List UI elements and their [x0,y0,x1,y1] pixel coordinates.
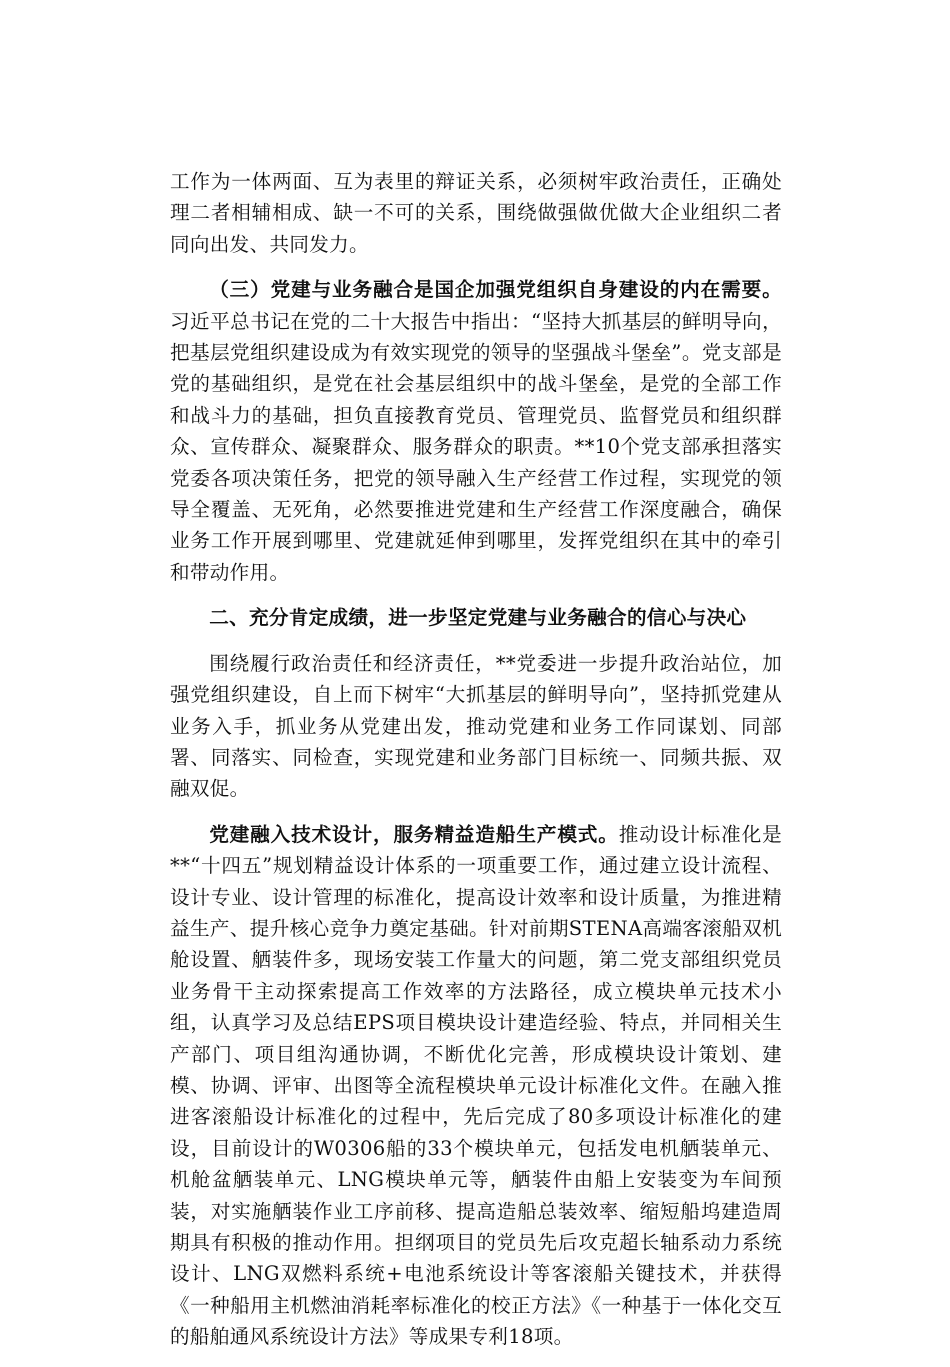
paragraph-text: 工作为一体两面、互为表里的辩证关系，必须树牢政治责任，正确处理二者相辅相成、缺一不可的关系，围绕做强做优做大企业组织二者同向出发、共同发力。 [170,170,782,256]
paragraph-text: 习近平总书记在党的二十大报告中指出：“坚持大抓基层的鲜明导向，把基层党组织建设成为有效实现党的领导的坚强战斗堡垒”。党支部是党的基础组织，是党在社会基层组织中的战斗堡垒，是党的全部工作和战斗力的基础，担负直接教育党员、管理党员、监督党员和组织群众、宣传群众、凝聚群众、服务群众的职责。**10个党支部承担落实党委各项决策任务，把党的领导融入生产经营工作过程，实现党的领导全覆盖、无死角，必然要推进党建和生产经营工作深度融合，确保业务工作开展到哪里、党建就延伸到哪里，发挥党组织在其中的牵引和带动作用。 [170,309,782,584]
section-heading [170,602,782,633]
subsection-heading-inline: 党建融入技术设计，服务精益造船生产模式。 [209,822,619,846]
paragraph-continuation [170,166,782,260]
paragraph-section-3 [170,274,782,588]
paragraph-text: 围绕履行政治责任和经济责任，**党委进一步提升政治站位，加强党组织建设，自上而下树牢“大抓基层的鲜明导向”，坚持抓党建从业务入手，抓业务从党建出发，推动党建和业务工作同谋划、同部署、同落实、同检查，实现党建和业务部门目标统一、同频共振、双融双促。 [170,651,782,801]
paragraph-intro [170,648,782,805]
document-body [170,166,782,1367]
section-heading-inline: （三）党建与业务融合是国企加强党组织自身建设的内在需要。 [209,278,782,302]
paragraph-technical-design [170,819,782,1353]
section-heading-text: 二、充分肯定成绩，进一步坚定党建与业务融合的信心与决心 [209,606,747,630]
paragraph-text: 推动设计标准化是**“十四五”规划精益设计体系的一项重要工作，通过建立设计流程、设计专业、设计管理的标准化，提高设计效率和设计质量，为推进精益生产、提升核心竞争力奠定基础。针对前期STENA高端客滚船双机舱设置、舾装件多，现场安装工作量大的问题，第二党支部组织党员业务骨干主动探索提高工作效率的方法路径，成立模块单元技术小组，认真学习及总结EPS项目模块设计建造经验、特点，并同相关生产部门、项目组沟通协调，不断优化完善，形成模块设计策划、建模、协调、评审、出图等全流程模块单元设计标准化文件。在融入推进客滚船设计标准化的过程中，先后完成了80多项设计标准化的建设，目前设计的W0306船的33个模块单元，包括发电机舾装单元、机舱盆舾装单元、LNG模块单元等，舾装件由船上安装变为车间预装，对实施舾装作业工序前移、提高造船总装效率、缩短船坞建造周期具有积极的推动作用。担纲项目的党员先后攻克超长轴系动力系统设计、LNG双燃料系统+电池系统设计等客滚船关键技术，并获得《一种船用主机燃油消耗率标准化的校正方法》《一种基于一体化交互的船舶通风系统设计方法》等成果专利18项。 [170,822,783,1349]
